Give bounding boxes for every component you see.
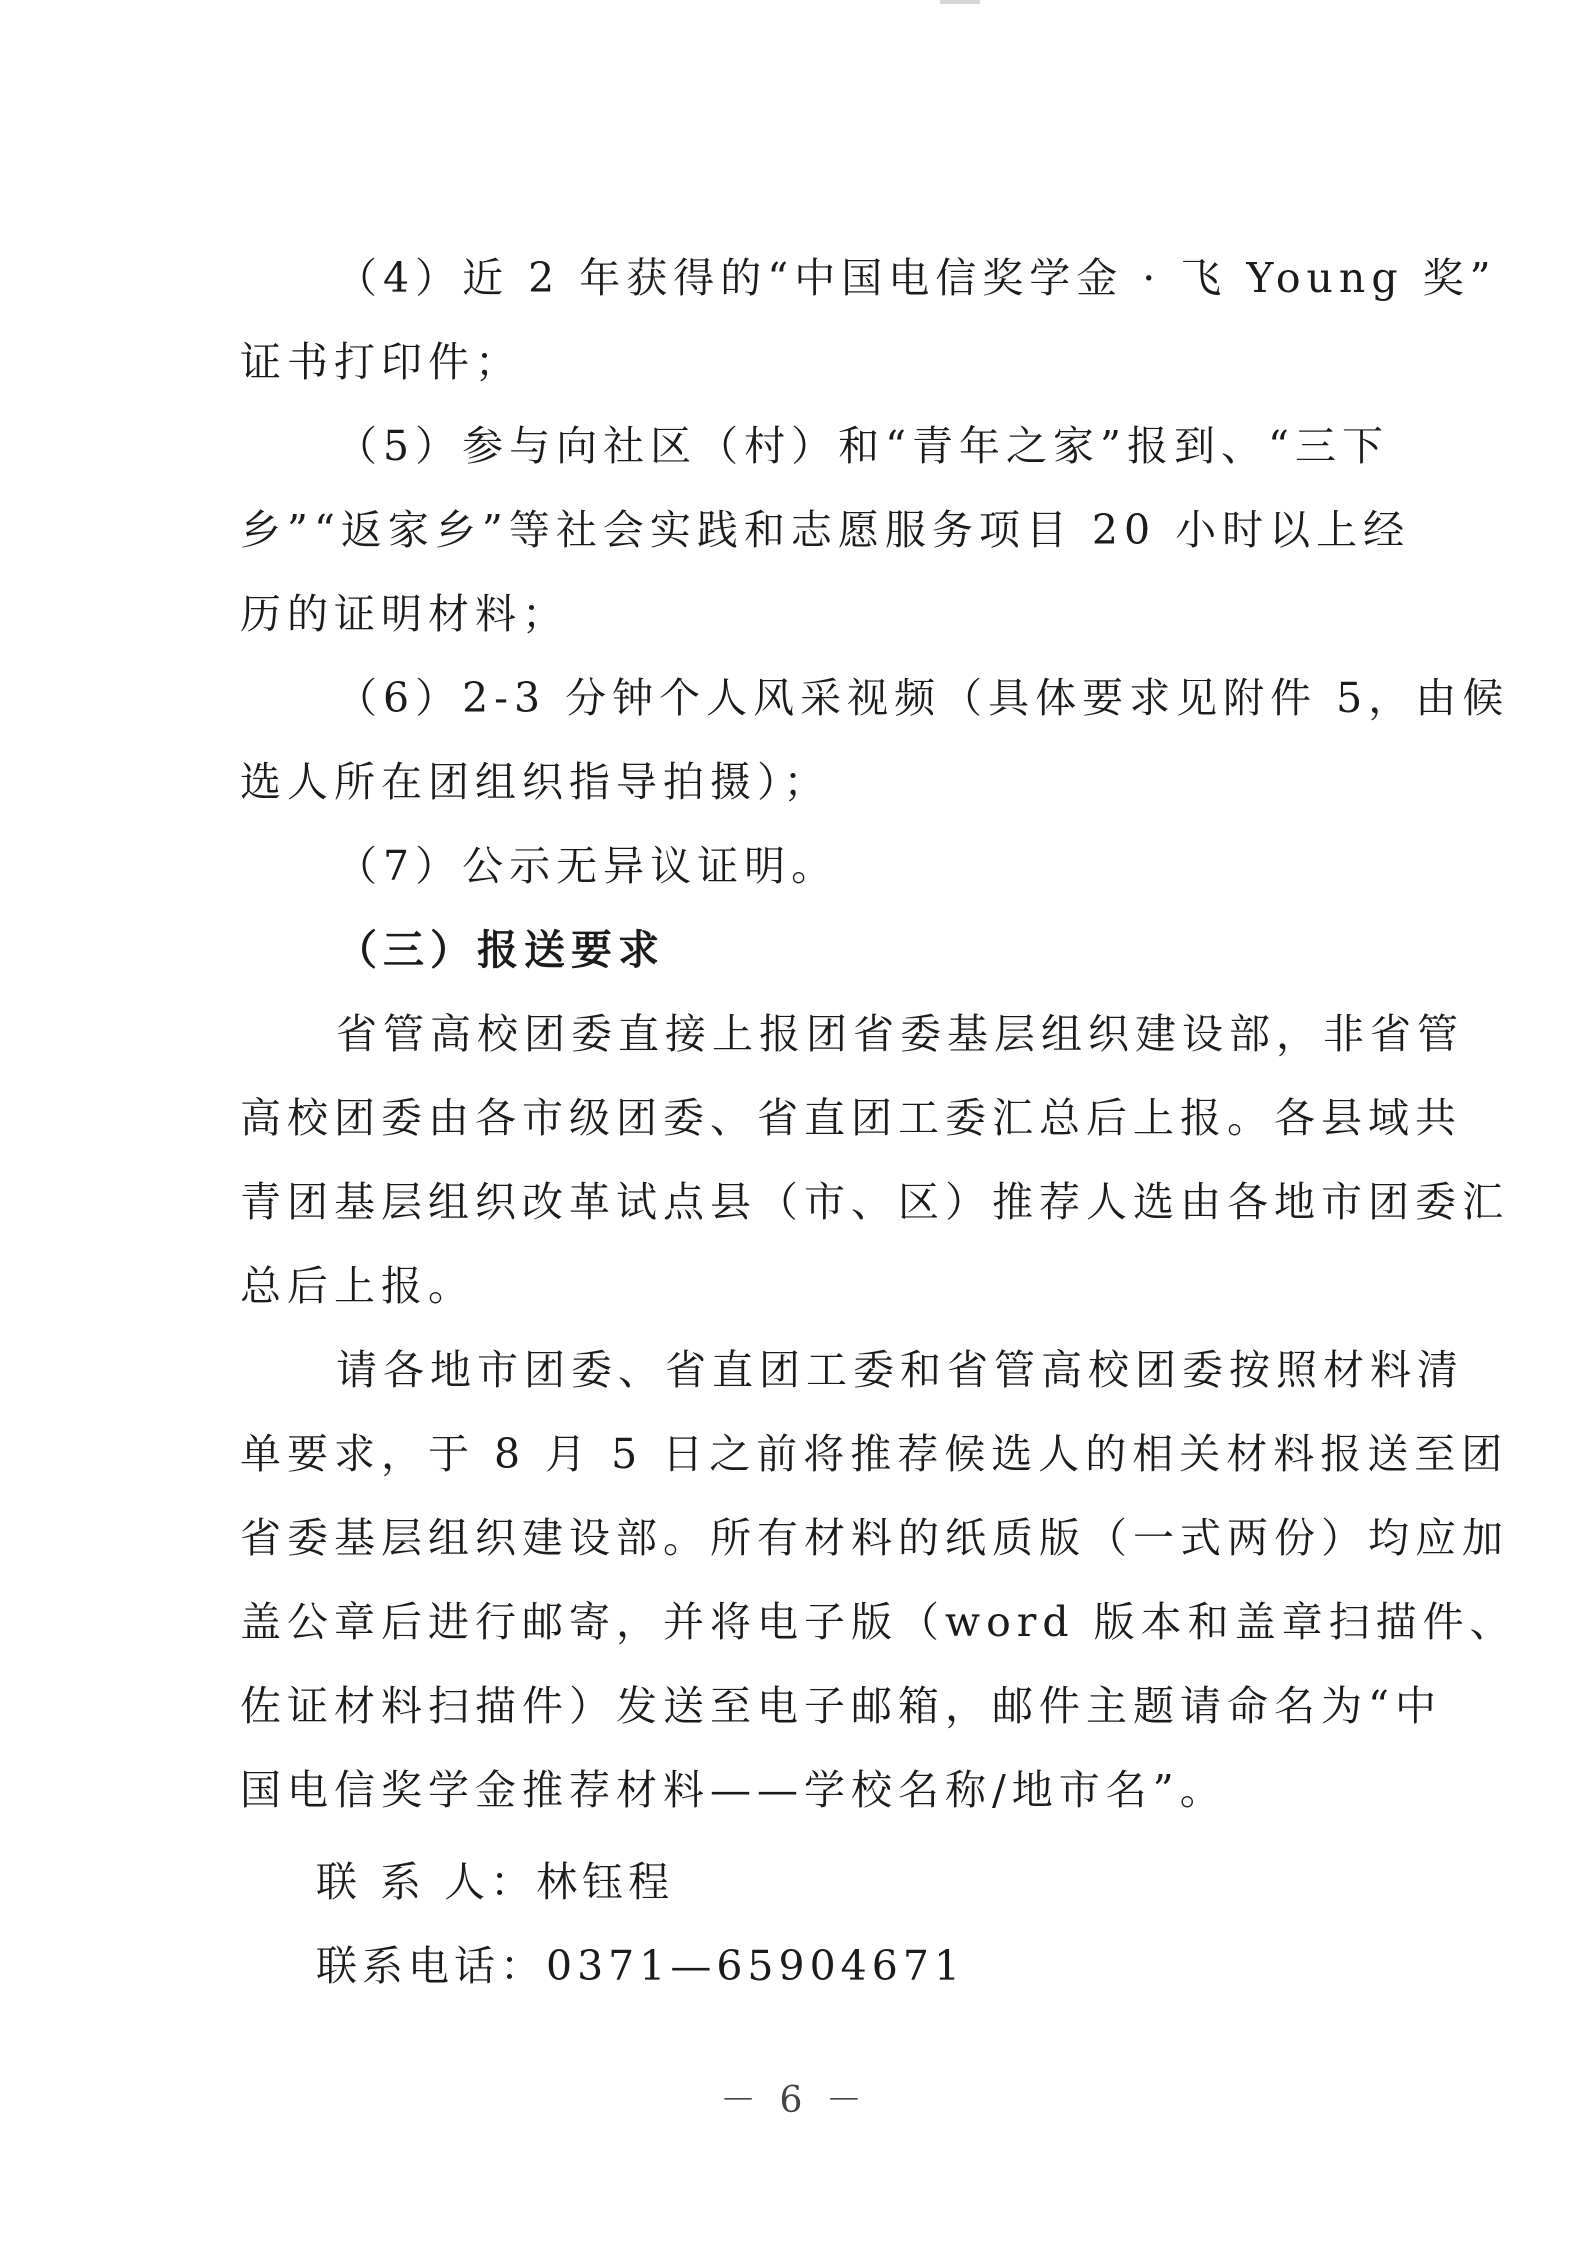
paragraph-line: 历的证明材料； <box>240 590 569 638</box>
paragraph-line: （7）公示无异议证明。 <box>336 842 839 890</box>
paragraph-line: 选人所在团组织指导拍摄）； <box>240 758 831 806</box>
paragraph-line: 单要求，于 8 月 5 日之前将推荐候选人的相关材料报送至团 <box>240 1430 1509 1478</box>
paragraph-line: 请各地市团委、省直团工委和省管高校团委按照材料清 <box>336 1346 1464 1394</box>
paragraph-line: 省管高校团委直接上报团省委基层组织建设部，非省管 <box>336 1010 1464 1058</box>
paragraph-line: 总后上报。 <box>240 1262 475 1310</box>
section-heading: （三）报送要求 <box>336 926 665 974</box>
page-number: － 6 － <box>720 2080 868 2121</box>
paragraph-line: 国电信奖学金推荐材料——学校名称/地市名”。 <box>240 1766 1227 1814</box>
document-body <box>240 236 1517 1832</box>
scan-artifact <box>940 0 980 4</box>
paragraph-line: （5）参与向社区（村）和“青年之家”报到、“三下 <box>336 422 1389 470</box>
paragraph-line: 佐证材料扫描件）发送至电子邮箱，邮件主题请命名为“中 <box>240 1682 1442 1730</box>
contact-phone <box>316 1924 1316 2008</box>
contact-person-label: 联 系 人： <box>316 1858 537 1906</box>
contact-person <box>316 1840 1316 1924</box>
paragraph-line: （6）2-3 分钟个人风采视频（具体要求见附件 5，由候 <box>336 674 1510 722</box>
paragraph-line: 青团基层组织改革试点县（市、区）推荐人选由各地市团委汇 <box>240 1178 1509 1226</box>
paragraph-line: 盖公章后进行邮寄，并将电子版（word 版本和盖章扫描件、 <box>240 1598 1517 1646</box>
paragraph-line: 证书打印件； <box>240 338 522 386</box>
contact-phone-number: 0371—65904671 <box>546 1942 966 1990</box>
paragraph-line: （4）近 2 年获得的“中国电信奖学金 · 飞 Young 奖” <box>336 254 1497 302</box>
paragraph-line: 省委基层组织建设部。所有材料的纸质版（一式两份）均应加 <box>240 1514 1509 1562</box>
contact-phone-label: 联系电话： <box>316 1942 546 1990</box>
paragraph-line: 高校团委由各市级团委、省直团工委汇总后上报。各县域共 <box>240 1094 1462 1142</box>
paragraph-line: 乡”“返家乡”等社会实践和志愿服务项目 20 小时以上经 <box>240 506 1411 554</box>
contact-person-name: 林钰程 <box>536 1858 675 1906</box>
